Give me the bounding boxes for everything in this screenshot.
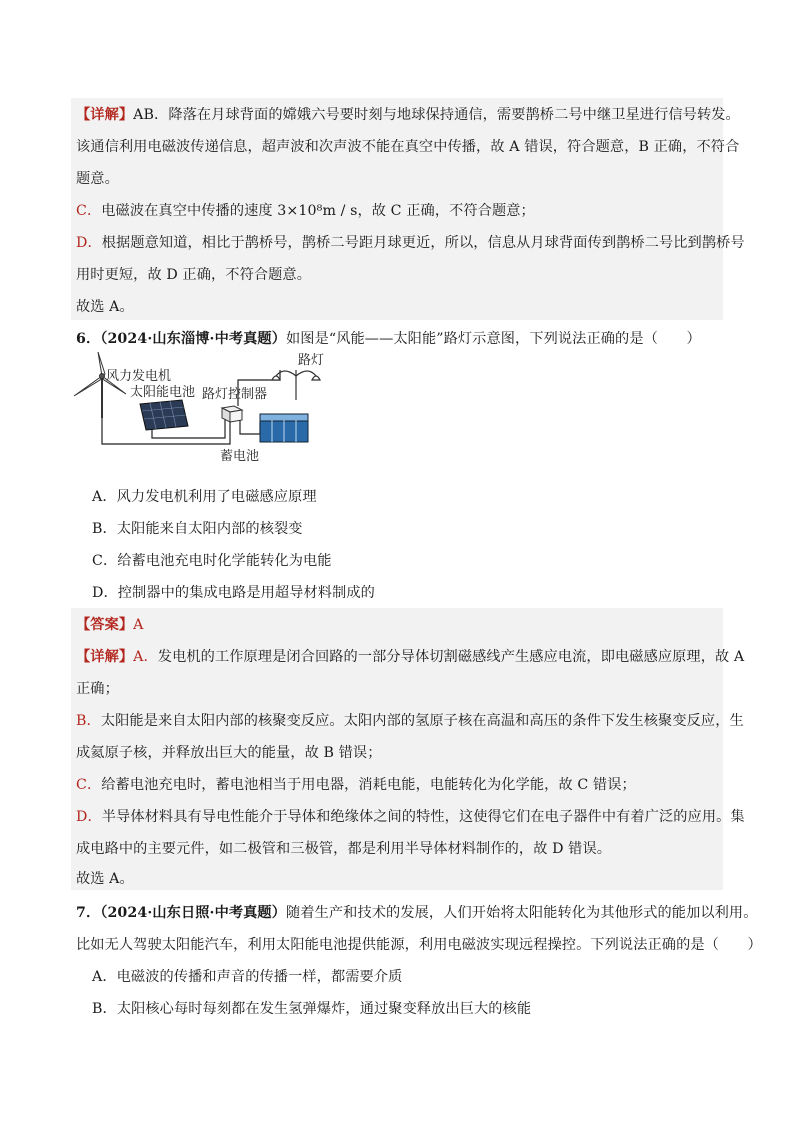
option-a: A．风力发电机利用了电磁感应原理: [92, 489, 317, 505]
explanation-text: 给蓄电池充电时，蓄电池相当于用电器，消耗电能，电能转化为化学能，故 C 错误；: [101, 777, 636, 793]
explanation-line: 正确；: [76, 681, 119, 697]
explanation-text: AB．降落在月球背面的嫦娥六号要时刻与地球保持通信，需要鹊桥二号中继卫星进行信号转发。: [133, 107, 740, 123]
battery-label: 蓄电池: [220, 449, 260, 464]
solar-panel-icon: [140, 400, 188, 430]
explanation-line: 成电路中的主要元件，如二极管和三极管，都是利用半导体材料制作的，故 D 错误。: [76, 841, 612, 857]
answer-tag: 【答案】: [76, 617, 134, 633]
question-7-stem: [76, 902, 758, 922]
detail-tag: 【详解】: [76, 649, 134, 665]
controller-box-icon: [222, 406, 242, 422]
explanation-line: [76, 774, 636, 794]
street-lamp-icon: [272, 370, 320, 400]
option-c: C．给蓄电池充电时化学能转化为电能: [92, 553, 332, 569]
option-b: B．太阳能来自太阳内部的核裂变: [92, 521, 303, 537]
explanation-line: [76, 806, 745, 826]
option-a: A．电磁波的传播和声音的传播一样，都需要介质: [92, 969, 403, 985]
explanation-text: 太阳能是来自太阳内部的核聚变反应。太阳内部的氢原子核在高温和高压的条件下发生核聚变反应，生: [100, 713, 744, 729]
controller-label: 路灯控制器: [202, 387, 268, 402]
question-number: 6．: [76, 331, 101, 347]
solar-cell-label: 太阳能电池: [130, 385, 196, 400]
battery-icon: [260, 414, 308, 442]
explanation-text: 电磁波在真空中传播的速度 3×10⁸m / s，故 C 正确，不符合题意；: [101, 203, 535, 219]
explanation-line: [76, 104, 740, 124]
wind-turbine-icon: [74, 352, 126, 418]
detail-tag: 【详解】: [76, 107, 134, 123]
answer-line: [76, 614, 144, 634]
explanation-line: 该通信利用电磁波传递信息，超声波和次声波不能在真空中传播，故 A 错误，符合题意，B 正确，不符合: [76, 139, 740, 155]
conclusion: 故选 A。: [76, 299, 134, 315]
question-6-stem: [76, 328, 701, 348]
explanation-line: [76, 200, 535, 220]
question-text: 如图是“风能——太阳能”路灯示意图，下列说法正确的是（ ）: [286, 331, 701, 347]
question-text: 随着生产和技术的发展，人们开始将太阳能转化为其他形式的能加以利用。: [286, 905, 758, 921]
explanation-line: [76, 646, 744, 666]
question-7-stem-cont: 比如无人驾驶太阳能汽车，利用太阳能电池提供能源，利用电磁波实现远程操控。下列说法正确的是（ ）: [76, 937, 762, 953]
option-prefix: D．: [76, 809, 102, 825]
question-number: 7．: [76, 905, 101, 921]
option-b: B．太阳核心每时每刻都在发生氢弹爆炸，通过聚变释放出巨大的核能: [92, 1001, 532, 1017]
explanation-line: 成氦原子核，并释放出巨大的能量，故 B 错误；: [76, 745, 382, 761]
option-d: D．控制器中的集成电路是用超导材料制成的: [92, 585, 375, 601]
explanation-line: 用时更短，故 D 正确，不符合题意。: [76, 267, 312, 283]
option-prefix: C．: [76, 777, 102, 793]
conclusion: 故选 A。: [76, 871, 134, 887]
option-prefix: D．: [76, 235, 102, 251]
option-prefix: B．: [76, 713, 101, 729]
option-prefix: A．: [133, 649, 158, 665]
explanation-line: [76, 232, 745, 252]
answer-value: A: [133, 617, 144, 633]
explanation-text: 半导体材料具有导电性能介于导体和绝缘体之间的特性，这使得它们在电子器件中有着广泛的应用。集: [101, 809, 745, 825]
explanation-line: 题意。: [76, 171, 119, 187]
question-source: （2024·山东淄博·中考真题）: [100, 331, 287, 347]
street-lamp-label: 路灯: [298, 353, 325, 368]
explanation-line: [76, 710, 744, 730]
option-prefix: C．: [76, 203, 102, 219]
explanation-text: 发电机的工作原理是闭合回路的一部分导体切割磁感线产生感应电流，即电磁感应原理，故 A: [157, 649, 745, 665]
question-source: （2024·山东日照·中考真题）: [100, 905, 287, 921]
wind-solar-streetlight-figure: [70, 350, 340, 480]
wind-generator-label: 风力发电机: [106, 369, 172, 384]
explanation-text: 根据题意知道，相比于鹊桥号，鹊桥二号距月球更近，所以，信息从月球背面传到鹊桥二号比到鹊桥号: [101, 235, 745, 251]
